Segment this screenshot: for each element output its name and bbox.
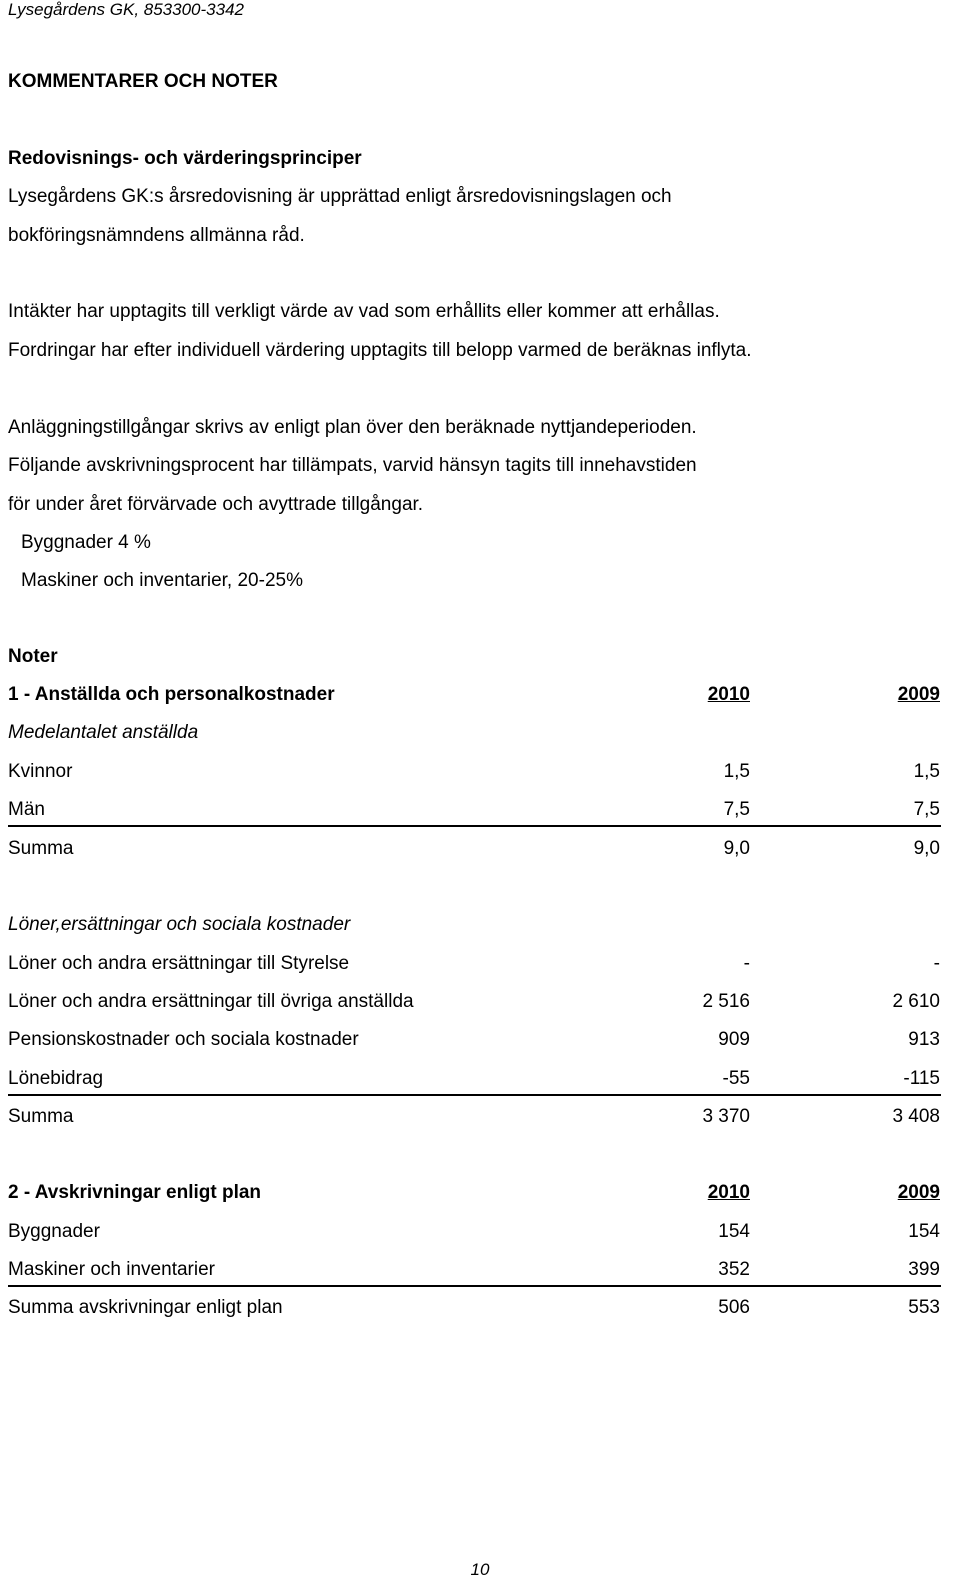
value-2010: 9,0 (723, 838, 750, 859)
total-row (8, 838, 940, 868)
value-2010: 506 (718, 1297, 750, 1318)
principles-line: bokföringsnämndens allmänna råd. (8, 225, 305, 246)
row-label: Summa avskrivningar enligt plan (8, 1297, 283, 1318)
note1-title-row (8, 684, 940, 714)
sum-divider (8, 825, 941, 827)
table-row (8, 1221, 940, 1251)
row-label: Maskiner och inventarier (8, 1259, 215, 1280)
total-row (8, 1106, 940, 1136)
sum-divider (8, 1285, 941, 1287)
page-number: 10 (470, 1560, 490, 1579)
principles-line: Lysegårdens GK:s årsredovisning är upprättad enligt årsredovisningslagen och (8, 186, 672, 207)
value-2010: 909 (718, 1029, 750, 1050)
row-label: Pensionskostnader och sociala kostnader (8, 1029, 359, 1050)
notes-heading: Noter (8, 646, 58, 667)
col-2009-header: 2009 (897, 1182, 940, 1203)
row-label: Kvinnor (8, 761, 73, 782)
principles-line: Följande avskrivningsprocent har tillämpats, varvid hänsyn tagits till innehavstiden (8, 455, 697, 476)
value-2009: 3 408 (892, 1106, 940, 1127)
principles-line: Anläggningstillgångar skrivs av enligt plan över den beräknade nyttjandeperioden. (8, 417, 697, 438)
avg-employees-heading-row (8, 722, 940, 752)
value-2009: 553 (908, 1297, 940, 1318)
note1-title: 1 - Anställda och personalkostnader (8, 684, 335, 705)
principles-line: Fordringar har efter individuell värdering upptagits till belopp varmed de beräknas inflyta. (8, 340, 752, 361)
col-2009-header: 2009 (897, 684, 940, 705)
value-2010: 7,5 (723, 799, 750, 820)
sum-divider (8, 1094, 941, 1096)
value-2010: 3 370 (702, 1106, 750, 1127)
row-label: Män (8, 799, 45, 820)
col-2010-header: 2010 (707, 684, 750, 705)
value-2009: 154 (908, 1221, 940, 1242)
avg-employees-heading: Medelantalet anställda (8, 722, 199, 743)
row-label: Lönebidrag (8, 1068, 104, 1089)
row-label: Löner och andra ersättningar till övriga anställda (8, 991, 414, 1012)
wages-heading: Löner,ersättningar och sociala kostnader (8, 914, 351, 935)
wages-heading-row (8, 914, 940, 944)
col-2010-header: 2010 (707, 1182, 750, 1203)
table-row (8, 953, 940, 983)
note2-title: 2 - Avskrivningar enligt plan (8, 1182, 262, 1203)
rate-line: Maskiner och inventarier, 20-25% (21, 570, 303, 591)
value-2009: 7,5 (913, 799, 940, 820)
value-2009: 1,5 (913, 761, 940, 782)
value-2009: 399 (908, 1259, 940, 1280)
table-row (8, 1029, 940, 1059)
rate-line: Byggnader 4 % (21, 532, 151, 553)
value-2010: - (743, 953, 750, 974)
value-2010: 2 516 (702, 991, 750, 1012)
value-2010: 154 (718, 1221, 750, 1242)
note2-title-row (8, 1182, 940, 1212)
value-2010: 352 (718, 1259, 750, 1280)
principles-heading: Redovisnings- och värderingsprinciper (8, 148, 362, 169)
row-label: Summa (8, 1106, 74, 1127)
total-row (8, 1297, 940, 1327)
value-2010: 1,5 (723, 761, 750, 782)
value-2009: 913 (908, 1029, 940, 1050)
value-2010: -55 (722, 1068, 750, 1089)
value-2009: -115 (903, 1068, 940, 1089)
principles-line: för under året förvärvade och avyttrade tillgångar. (8, 494, 424, 515)
principles-line: Intäkter har upptagits till verkligt värde av vad som erhållits eller kommer att erhållas. (8, 301, 720, 322)
table-row (8, 761, 940, 791)
section-title: KOMMENTARER OCH NOTER (8, 71, 278, 92)
page-header: Lysegårdens GK, 853300-3342 (8, 0, 244, 19)
row-label: Summa (8, 838, 74, 859)
row-label: Löner och andra ersättningar till Styrelse (8, 953, 350, 974)
row-label: Byggnader (8, 1221, 100, 1242)
value-2009: - (933, 953, 940, 974)
value-2009: 9,0 (913, 838, 940, 859)
table-row (8, 991, 940, 1021)
value-2009: 2 610 (892, 991, 940, 1012)
